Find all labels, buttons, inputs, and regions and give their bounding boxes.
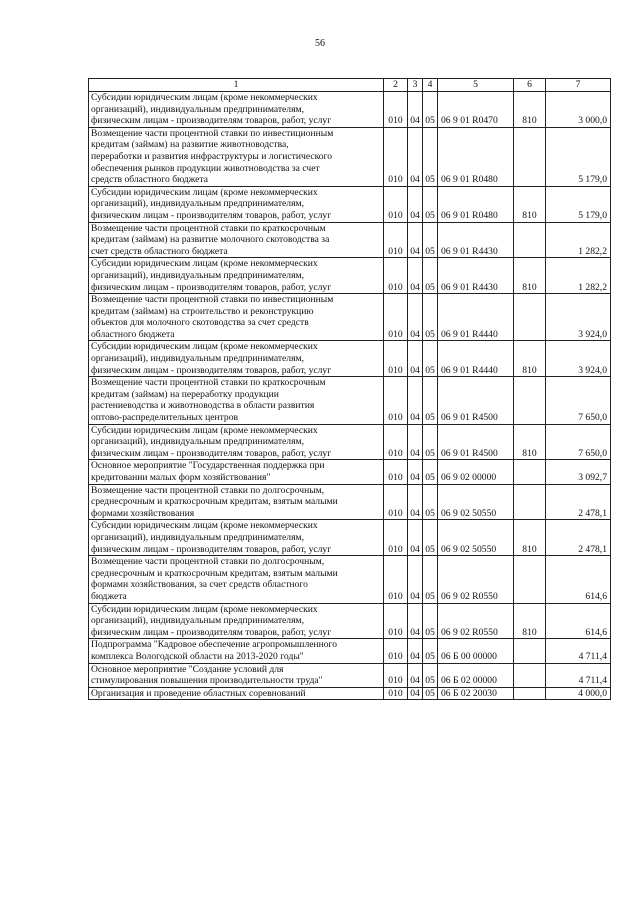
row-description: [89, 687, 384, 700]
ministry-code: 010: [384, 687, 408, 700]
description-line: формами хозяйствования: [91, 507, 195, 519]
target-article-code: 06 9 02 R0550: [438, 556, 514, 603]
description-line: физическим лицам - производителям товаров, работ, услуг: [91, 543, 332, 555]
description-line: формами хозяйствования, за счет средств областного: [91, 579, 308, 591]
target-article-code: 06 9 01 R0470: [438, 92, 514, 128]
description-line: физическим лицам - производителям товаров, работ, услуг: [91, 209, 332, 221]
subsection-code: 05: [423, 687, 438, 700]
ministry-code: 010: [384, 341, 408, 377]
header-row: [89, 79, 611, 92]
subsection-code: 05: [423, 460, 438, 484]
ministry-code: 010: [384, 556, 408, 603]
description-line: оптово-распределительных центров: [91, 412, 239, 424]
description-line: организаций), индивидуальным предпринимателям,: [91, 615, 304, 627]
header-cell: 2: [384, 79, 408, 92]
ministry-code: 010: [384, 520, 408, 556]
description-line: организаций), индивидуальным предпринимателям,: [91, 436, 304, 448]
description-line: объектов для молочного скотоводства за счет средств: [91, 317, 309, 329]
expense-type-code: 810: [514, 341, 546, 377]
amount-value: 7 650,0: [546, 424, 611, 460]
table-row: [89, 460, 611, 484]
description-line: организаций), индивидуальным предпринимателям,: [91, 269, 304, 281]
subsection-code: 05: [423, 186, 438, 222]
description-line: Субсидии юридическим лицам (кроме некоммерческих: [91, 92, 318, 103]
description-line: Субсидии юридическим лицам (кроме некоммерческих: [91, 186, 318, 198]
description-line: Основное мероприятие "Государственная поддержка при: [91, 460, 325, 472]
description-line: кредитовании малых форм хозяйствования": [91, 472, 271, 483]
row-description: [89, 424, 384, 460]
amount-value: 4 000,0: [546, 687, 611, 700]
subsection-code: 05: [423, 639, 438, 663]
expense-type-code: [514, 294, 546, 341]
section-code: 04: [408, 556, 423, 603]
subsection-code: 05: [423, 520, 438, 556]
description-line: физическим лицам - производителям товаров, работ, услуг: [91, 281, 332, 293]
description-line: организаций), индивидуальным предпринимателям,: [91, 198, 304, 210]
row-description: [89, 341, 384, 377]
row-description: [89, 663, 384, 687]
expense-type-code: [514, 377, 546, 424]
expense-type-code: [514, 460, 546, 484]
amount-value: 3 924,0: [546, 341, 611, 377]
amount-value: 2 478,1: [546, 484, 611, 520]
description-line: средств областного бюджета: [91, 174, 208, 186]
target-article-code: 06 Б 02 00000: [438, 663, 514, 687]
amount-value: 4 711,4: [546, 663, 611, 687]
section-code: 04: [408, 520, 423, 556]
target-article-code: 06 9 01 R4430: [438, 222, 514, 258]
ministry-code: 010: [384, 294, 408, 341]
description-line: Подпрограмма "Кадровое обеспечение агропромышленного: [91, 639, 338, 651]
amount-value: 614,6: [546, 603, 611, 639]
target-article-code: 06 9 01 R0480: [438, 127, 514, 186]
section-code: 04: [408, 639, 423, 663]
subsection-code: 05: [423, 92, 438, 128]
expense-type-code: [514, 639, 546, 663]
target-article-code: 06 9 02 50550: [438, 520, 514, 556]
description-line: организаций), индивидуальным предпринимателям,: [91, 531, 304, 543]
subsection-code: 05: [423, 484, 438, 520]
description-line: физическим лицам - производителям товаров, работ, услуг: [91, 115, 332, 127]
row-description: [89, 294, 384, 341]
expense-type-code: [514, 484, 546, 520]
ministry-code: 010: [384, 186, 408, 222]
description-line: Возмещение части процентной ставки по краткосрочным: [91, 377, 326, 389]
subsection-code: 05: [423, 222, 438, 258]
expense-type-code: [514, 663, 546, 687]
expense-type-code: 810: [514, 520, 546, 556]
description-line: Основное мероприятие "Создание условий для: [91, 663, 284, 675]
table-body: [89, 92, 611, 700]
section-code: 04: [408, 294, 423, 341]
table-row: [89, 520, 611, 556]
table-row: [89, 258, 611, 294]
section-code: 04: [408, 127, 423, 186]
table-row: [89, 186, 611, 222]
subsection-code: 05: [423, 556, 438, 603]
description-line: кредитам (займам) на развитие животноводства,: [91, 139, 289, 151]
row-description: [89, 460, 384, 484]
section-code: 04: [408, 341, 423, 377]
description-line: Возмещение части процентной ставки по долгосрочным,: [91, 556, 325, 568]
amount-value: 3 924,0: [546, 294, 611, 341]
description-line: бюджета: [91, 590, 127, 602]
ministry-code: 010: [384, 127, 408, 186]
ministry-code: 010: [384, 663, 408, 687]
target-article-code: 06 9 01 R4500: [438, 424, 514, 460]
subsection-code: 05: [423, 603, 438, 639]
description-line: физическим лицам - производителям товаров, работ, услуг: [91, 364, 332, 376]
expense-type-code: [514, 687, 546, 700]
target-article-code: 06 9 01 R0480: [438, 186, 514, 222]
ministry-code: 010: [384, 460, 408, 484]
description-line: Организация и проведение областных соревнований: [91, 687, 306, 699]
row-description: [89, 258, 384, 294]
section-code: 04: [408, 92, 423, 128]
expense-type-code: 810: [514, 92, 546, 128]
amount-value: 2 478,1: [546, 520, 611, 556]
description-line: растениеводства и животноводства в области развития: [91, 400, 315, 412]
description-line: Возмещение части процентной ставки по инвестиционным: [91, 127, 334, 139]
table-row: [89, 556, 611, 603]
section-code: 04: [408, 377, 423, 424]
amount-value: 1 282,2: [546, 258, 611, 294]
header-cell: 7: [546, 79, 611, 92]
section-code: 04: [408, 484, 423, 520]
subsection-code: 05: [423, 424, 438, 460]
row-description: [89, 556, 384, 603]
expense-type-code: [514, 127, 546, 186]
description-line: Субсидии юридическим лицам (кроме некоммерческих: [91, 341, 318, 353]
table-row: [89, 222, 611, 258]
description-line: Субсидии юридическим лицам (кроме некоммерческих: [91, 258, 318, 270]
amount-value: 7 650,0: [546, 377, 611, 424]
target-article-code: 06 9 01 R4500: [438, 377, 514, 424]
page-number: 56: [315, 38, 325, 49]
description-line: организаций), индивидуальным предпринимателям,: [91, 353, 304, 365]
description-line: Возмещение части процентной ставки по краткосрочным: [91, 222, 326, 234]
table-row: [89, 687, 611, 700]
ministry-code: 010: [384, 424, 408, 460]
table-row: [89, 424, 611, 460]
description-line: счет средств областного бюджета: [91, 245, 228, 257]
section-code: 04: [408, 258, 423, 294]
ministry-code: 010: [384, 603, 408, 639]
table-row: [89, 377, 611, 424]
table-row: [89, 663, 611, 687]
row-description: [89, 377, 384, 424]
table-row: [89, 92, 611, 128]
description-line: физическим лицам - производителям товаров, работ, услуг: [91, 626, 332, 638]
amount-value: 614,6: [546, 556, 611, 603]
table-row: [89, 294, 611, 341]
subsection-code: 05: [423, 127, 438, 186]
description-line: кредитам (займам) на строительство и реконструкцию: [91, 305, 314, 317]
amount-value: 4 711,4: [546, 639, 611, 663]
table-row: [89, 639, 611, 663]
expense-type-code: 810: [514, 186, 546, 222]
header-cell: 3: [408, 79, 423, 92]
description-line: комплекса Вологодской области на 2013-2020 годы": [91, 650, 304, 662]
table-row: [89, 484, 611, 520]
section-code: 04: [408, 424, 423, 460]
ministry-code: 010: [384, 639, 408, 663]
section-code: 04: [408, 222, 423, 258]
subsection-code: 05: [423, 663, 438, 687]
amount-value: 5 179,0: [546, 186, 611, 222]
description-line: среднесрочным и краткосрочным кредитам, взятым малыми: [91, 567, 338, 579]
section-code: 04: [408, 603, 423, 639]
table-row: [89, 127, 611, 186]
description-line: стимулирования повышения производительности труда": [91, 675, 323, 687]
section-code: 04: [408, 687, 423, 700]
amount-value: 1 282,2: [546, 222, 611, 258]
expense-type-code: [514, 222, 546, 258]
description-line: переработки и развития инфраструктуры и логистического: [91, 150, 333, 162]
target-article-code: 06 9 01 R4440: [438, 294, 514, 341]
ministry-code: 010: [384, 377, 408, 424]
description-line: Возмещение части процентной ставки по долгосрочным,: [91, 484, 325, 496]
target-article-code: 06 9 02 00000: [438, 460, 514, 484]
row-description: [89, 603, 384, 639]
description-line: среднесрочным и краткосрочным кредитам, взятым малыми: [91, 496, 338, 508]
amount-value: 3 000,0: [546, 92, 611, 128]
row-description: [89, 222, 384, 258]
description-line: Субсидии юридическим лицам (кроме некоммерческих: [91, 424, 318, 436]
header-cell: 4: [423, 79, 438, 92]
header-cell: 1: [89, 79, 384, 92]
expense-type-code: 810: [514, 424, 546, 460]
target-article-code: 06 9 02 R0550: [438, 603, 514, 639]
row-description: [89, 520, 384, 556]
expense-type-code: [514, 556, 546, 603]
amount-value: 3 092,7: [546, 460, 611, 484]
target-article-code: 06 Б 02 20030: [438, 687, 514, 700]
description-line: обеспечения рынков продукции животноводства за счет: [91, 162, 320, 174]
table-row: [89, 603, 611, 639]
ministry-code: 010: [384, 92, 408, 128]
description-line: Возмещение части процентной ставки по инвестиционным: [91, 294, 334, 306]
row-description: [89, 484, 384, 520]
description-line: кредитам (займам) на переработку продукции: [91, 388, 279, 400]
row-description: [89, 127, 384, 186]
header-cell: 6: [514, 79, 546, 92]
section-code: 04: [408, 663, 423, 687]
expense-type-code: 810: [514, 603, 546, 639]
header-cell: 5: [438, 79, 514, 92]
description-line: кредитам (займам) на развитие молочного скотоводства за: [91, 234, 330, 246]
description-line: Субсидии юридическим лицам (кроме некоммерческих: [91, 520, 318, 532]
target-article-code: 06 9 02 50550: [438, 484, 514, 520]
table-row: [89, 341, 611, 377]
row-description: [89, 639, 384, 663]
subsection-code: 05: [423, 258, 438, 294]
amount-value: 5 179,0: [546, 127, 611, 186]
section-code: 04: [408, 460, 423, 484]
subsection-code: 05: [423, 377, 438, 424]
description-line: областного бюджета: [91, 328, 175, 340]
description-line: Субсидии юридическим лицам (кроме некоммерческих: [91, 603, 318, 615]
ministry-code: 010: [384, 258, 408, 294]
subsection-code: 05: [423, 341, 438, 377]
description-line: организаций), индивидуальным предпринимателям,: [91, 103, 304, 115]
expense-type-code: 810: [514, 258, 546, 294]
budget-table: [88, 78, 611, 700]
row-description: [89, 186, 384, 222]
target-article-code: 06 Б 00 00000: [438, 639, 514, 663]
section-code: 04: [408, 186, 423, 222]
ministry-code: 010: [384, 484, 408, 520]
description-line: физическим лицам - производителям товаров, работ, услуг: [91, 447, 332, 459]
row-description: [89, 92, 384, 128]
target-article-code: 06 9 01 R4440: [438, 341, 514, 377]
ministry-code: 010: [384, 222, 408, 258]
target-article-code: 06 9 01 R4430: [438, 258, 514, 294]
subsection-code: 05: [423, 294, 438, 341]
